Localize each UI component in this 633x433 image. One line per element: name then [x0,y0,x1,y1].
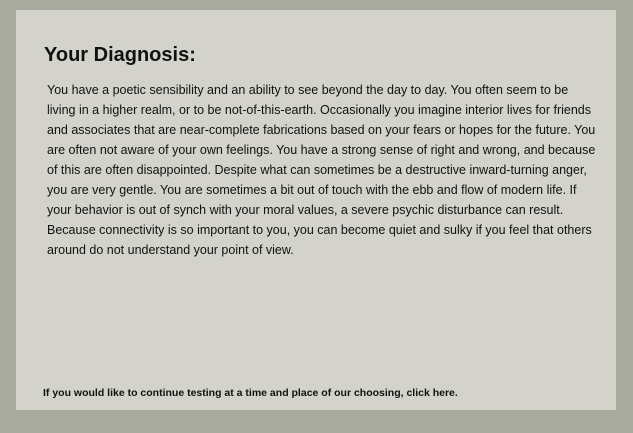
continue-testing-message [43,386,458,400]
click-here-link[interactable]: here [432,387,455,399]
continue-testing-prefix: If you would like to continue testing at a time and place of our choosing, click [43,387,433,399]
diagnosis-panel [16,10,616,410]
diagnosis-text: You have a poetic sensibility and an ability to see beyond the day to day. You often seem to be living in a higher realm, or to be not-of-this-earth. Occasionally you imagine interior lives for friends and associates that are near-complete fabrications based on your fears or hopes for the future. You are often not aware of your own feelings. You have a strong sense of right and wrong, and because of this are often disappointed. Despite what can sometimes be a destructive inward-turning anger, you are very gentle. You are sometimes a bit out of touch with the ebb and flow of modern life. If your behavior is out of synch with your moral values, a severe psychic disturbance can result. Because connectivity is so important to you, you can become quiet and sulky if you feel that others around do not understand your point of view. [47,83,596,257]
continue-testing-suffix: . [454,387,458,399]
diagnosis-title: Your Diagnosis: [44,44,196,66]
